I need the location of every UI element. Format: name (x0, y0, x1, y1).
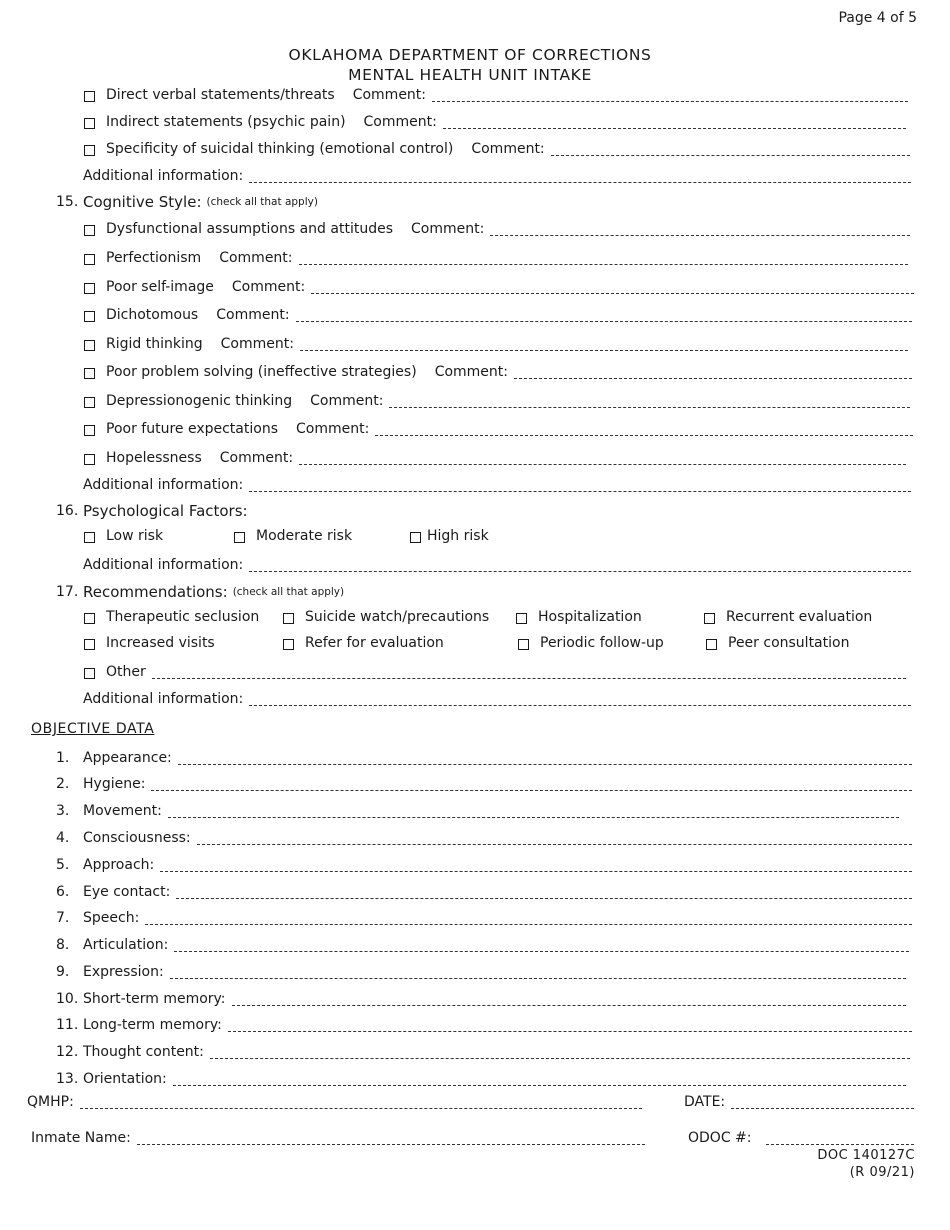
recommendation-checkbox[interactable] (84, 613, 95, 624)
top-item-label: Direct verbal statements/threats (106, 87, 335, 103)
additional-info-label: Additional information: (83, 691, 244, 707)
recommendation-label: Periodic follow-up (540, 635, 664, 651)
section-title: Cognitive Style: (83, 193, 202, 211)
top-item-row (84, 85, 908, 105)
item-number: 1. (56, 750, 70, 766)
item-number: 10. (56, 991, 79, 1007)
additional-info-row (83, 475, 911, 495)
objective-item-line[interactable] (178, 752, 912, 765)
comment-line[interactable] (443, 116, 906, 129)
recommendation-checkbox[interactable] (706, 639, 717, 650)
comment-label: Comment: (363, 114, 437, 130)
comment-line[interactable] (432, 89, 908, 102)
recommendation-option[interactable] (704, 609, 872, 625)
item-number: 7. (56, 910, 70, 926)
recommendation-option[interactable] (706, 635, 849, 651)
recommendation-option[interactable] (283, 609, 489, 625)
recommendation-label: Therapeutic seclusion (106, 609, 260, 625)
page-number: Page 4 of 5 (838, 10, 917, 26)
objective-item-row (56, 855, 912, 875)
top-item-checkbox[interactable] (84, 91, 95, 102)
risk-checkbox[interactable] (410, 532, 421, 543)
objective-item-row (56, 1069, 906, 1089)
cognitive-checkbox[interactable] (84, 340, 95, 351)
recommendation-label: Peer consultation (728, 635, 850, 651)
objective-item-row (56, 882, 912, 902)
inmate-name-line[interactable] (137, 1132, 645, 1145)
risk-checkbox[interactable] (84, 532, 95, 543)
odoc-line[interactable] (766, 1132, 915, 1145)
objective-item-line[interactable] (176, 886, 912, 899)
comment-label: Comment: (216, 307, 290, 323)
section-number: 16. (56, 503, 79, 519)
comment-label: Comment: (231, 279, 306, 295)
cognitive-item-row (84, 391, 910, 411)
cognitive-item-label: Dichotomous (106, 307, 199, 323)
additional-info-line[interactable] (249, 479, 911, 492)
top-item-label: Specificity of suicidal thinking (emotional control) (106, 141, 454, 157)
comment-line[interactable] (389, 395, 910, 408)
additional-info-row (83, 166, 911, 186)
recommendation-label: Increased visits (106, 635, 215, 651)
recommendation-other-row (84, 662, 906, 682)
recommendation-checkbox[interactable] (518, 639, 529, 650)
objective-item-line[interactable] (151, 778, 912, 791)
comment-line[interactable] (551, 143, 910, 156)
comment-line[interactable] (299, 452, 906, 465)
objective-item-row (56, 828, 912, 848)
cognitive-checkbox[interactable] (84, 283, 95, 294)
recommendation-checkbox[interactable] (283, 639, 294, 650)
comment-line[interactable] (514, 366, 912, 379)
comment-label: Comment: (352, 87, 427, 103)
item-number: 6. (56, 884, 70, 900)
objective-item-line[interactable] (232, 993, 906, 1006)
objective-item-label: Movement: (83, 803, 162, 819)
section-title: Psychological Factors: (83, 502, 248, 520)
recommendation-label: Recurrent evaluation (726, 609, 873, 625)
cognitive-item-row (84, 362, 912, 382)
qmhp-field (27, 1092, 642, 1112)
recommendation-option[interactable] (283, 635, 444, 651)
recommendation-label: Suicide watch/precautions (305, 609, 490, 625)
recommendation-checkbox[interactable] (516, 613, 527, 624)
additional-info-label: Additional information: (83, 477, 244, 493)
objective-item-label: Expression: (83, 964, 164, 980)
objective-item-label: Speech: (83, 910, 140, 926)
objective-item-label: Orientation: (83, 1071, 167, 1087)
check-all-note: (check all that apply) (232, 586, 345, 598)
recommendation-option[interactable] (516, 609, 642, 625)
item-number: 11. (56, 1017, 79, 1033)
comment-label: Comment: (296, 421, 370, 437)
cognitive-checkbox[interactable] (84, 454, 95, 465)
section-16-heading (56, 501, 248, 521)
qmhp-line[interactable] (80, 1096, 642, 1109)
recommendation-option[interactable] (518, 635, 664, 651)
risk-label: High risk (427, 528, 489, 544)
objective-item-line[interactable] (170, 966, 906, 979)
check-all-note: (check all that apply) (206, 196, 318, 208)
comment-label: Comment: (411, 221, 485, 237)
objective-item-row (56, 962, 906, 982)
objective-item-line[interactable] (210, 1046, 910, 1059)
objective-item-line[interactable] (174, 939, 909, 952)
cognitive-item-label: Poor self-image (106, 279, 214, 295)
objective-item-line[interactable] (168, 805, 899, 818)
section-17-heading (56, 582, 344, 602)
comment-line[interactable] (375, 423, 913, 436)
objective-item-label: Articulation: (83, 937, 169, 953)
objective-item-row (56, 1042, 910, 1062)
cognitive-item-row (84, 448, 906, 468)
additional-info-line[interactable] (249, 170, 911, 183)
comment-line[interactable] (299, 252, 908, 265)
additional-info-label: Additional information: (83, 557, 244, 573)
recommendation-checkbox[interactable] (704, 613, 715, 624)
item-number: 12. (56, 1044, 79, 1060)
objective-item-row (56, 935, 909, 955)
cognitive-item-label: Rigid thinking (106, 336, 203, 352)
top-item-row (84, 139, 910, 159)
item-number: 13. (56, 1071, 79, 1087)
additional-info-row (83, 689, 911, 709)
inmate-name-label: Inmate Name: (31, 1130, 131, 1146)
cognitive-item-row (84, 248, 908, 268)
comment-label: Comment: (219, 450, 294, 466)
recommendation-label: Hospitalization (538, 609, 642, 625)
cognitive-checkbox[interactable] (84, 254, 95, 265)
objective-item-row (56, 801, 899, 821)
objective-item-row (56, 748, 912, 768)
section-number: 15. (56, 194, 79, 210)
item-number: 4. (56, 830, 70, 846)
objective-item-label: Thought content: (83, 1044, 204, 1060)
objective-item-row (56, 1015, 912, 1035)
form-number: DOC 140127C (817, 1148, 915, 1163)
comment-label: Comment: (219, 250, 293, 266)
objective-item-line[interactable] (197, 832, 912, 845)
cognitive-item-row (84, 305, 912, 325)
date-label: DATE: (684, 1094, 726, 1110)
top-item-row (84, 112, 906, 132)
risk-option-low[interactable] (84, 528, 163, 544)
risk-option-moderate[interactable] (234, 528, 352, 544)
risk-checkbox[interactable] (234, 532, 245, 543)
cognitive-checkbox[interactable] (84, 397, 95, 408)
qmhp-label: QMHP: (27, 1094, 74, 1110)
recommendation-label: Refer for evaluation (305, 635, 444, 651)
objective-item-line[interactable] (145, 912, 912, 925)
objective-item-line[interactable] (173, 1073, 906, 1086)
objective-item-label: Appearance: (83, 750, 172, 766)
date-field (684, 1092, 914, 1112)
cognitive-item-label: Perfectionism (106, 250, 202, 266)
comment-label: Comment: (471, 141, 545, 157)
comment-label: Comment: (434, 364, 508, 380)
section-number: 17. (56, 584, 79, 600)
objective-item-label: Short-term memory: (83, 991, 226, 1007)
objective-item-label: Eye contact: (83, 884, 171, 900)
objective-item-line[interactable] (160, 859, 912, 872)
top-item-checkbox[interactable] (84, 145, 95, 156)
recommendation-checkbox[interactable] (283, 613, 294, 624)
other-line[interactable] (152, 666, 906, 679)
objective-item-row (56, 774, 912, 794)
top-item-label: Indirect statements (psychic pain) (106, 114, 346, 130)
cognitive-checkbox[interactable] (84, 225, 95, 236)
inmate-name-field (31, 1128, 645, 1148)
objective-item-line[interactable] (228, 1019, 912, 1032)
section-title: Recommendations: (83, 583, 228, 601)
objective-data-heading: OBJECTIVE DATA (31, 721, 155, 737)
cognitive-checkbox[interactable] (84, 425, 95, 436)
header-agency: OKLAHOMA DEPARTMENT OF CORRECTIONS (288, 46, 652, 64)
odoc-label: ODOC #: (688, 1130, 752, 1146)
cognitive-item-row (84, 219, 910, 239)
additional-info-row (83, 555, 911, 575)
additional-info-line[interactable] (249, 559, 911, 572)
cognitive-checkbox[interactable] (84, 368, 95, 379)
comment-label: Comment: (220, 336, 294, 352)
odoc-field (688, 1128, 914, 1148)
header-form-title: MENTAL HEALTH UNIT INTAKE (348, 66, 592, 84)
recommendation-option[interactable] (84, 635, 215, 651)
objective-item-label: Consciousness: (83, 830, 191, 846)
cognitive-item-label: Poor problem solving (ineffective strategies) (106, 364, 417, 380)
additional-info-line[interactable] (249, 693, 911, 706)
risk-label: Moderate risk (256, 528, 353, 544)
cognitive-checkbox[interactable] (84, 311, 95, 322)
item-number: 9. (56, 964, 70, 980)
item-number: 8. (56, 937, 70, 953)
recommendation-other-label: Other (106, 664, 146, 680)
recommendation-checkbox[interactable] (84, 639, 95, 650)
item-number: 2. (56, 776, 70, 792)
date-line[interactable] (731, 1096, 914, 1109)
cognitive-item-row (84, 334, 908, 354)
comment-line[interactable] (311, 281, 914, 294)
objective-item-row (56, 908, 912, 928)
top-item-checkbox[interactable] (84, 118, 95, 129)
cognitive-item-row (84, 419, 913, 439)
objective-item-label: Hygiene: (83, 776, 146, 792)
comment-line[interactable] (300, 338, 908, 351)
additional-info-label: Additional information: (83, 168, 244, 184)
cognitive-item-label: Depressionogenic thinking (106, 393, 293, 409)
risk-label: Low risk (106, 528, 164, 544)
cognitive-item-label: Hopelessness (106, 450, 202, 466)
cognitive-item-row (84, 277, 914, 297)
item-number: 3. (56, 803, 70, 819)
comment-line[interactable] (296, 309, 912, 322)
item-number: 5. (56, 857, 70, 873)
risk-option-high[interactable] (410, 528, 489, 544)
section-15-heading (56, 192, 318, 212)
recommendation-checkbox[interactable] (84, 668, 95, 679)
cognitive-item-label: Poor future expectations (106, 421, 278, 437)
objective-item-label: Approach: (83, 857, 155, 873)
objective-item-label: Long-term memory: (83, 1017, 222, 1033)
cognitive-item-label: Dysfunctional assumptions and attitudes (106, 221, 393, 237)
comment-line[interactable] (490, 223, 910, 236)
objective-item-row (56, 989, 906, 1009)
revision-date: (R 09/21) (849, 1165, 915, 1180)
comment-label: Comment: (310, 393, 384, 409)
recommendation-option[interactable] (84, 609, 259, 625)
